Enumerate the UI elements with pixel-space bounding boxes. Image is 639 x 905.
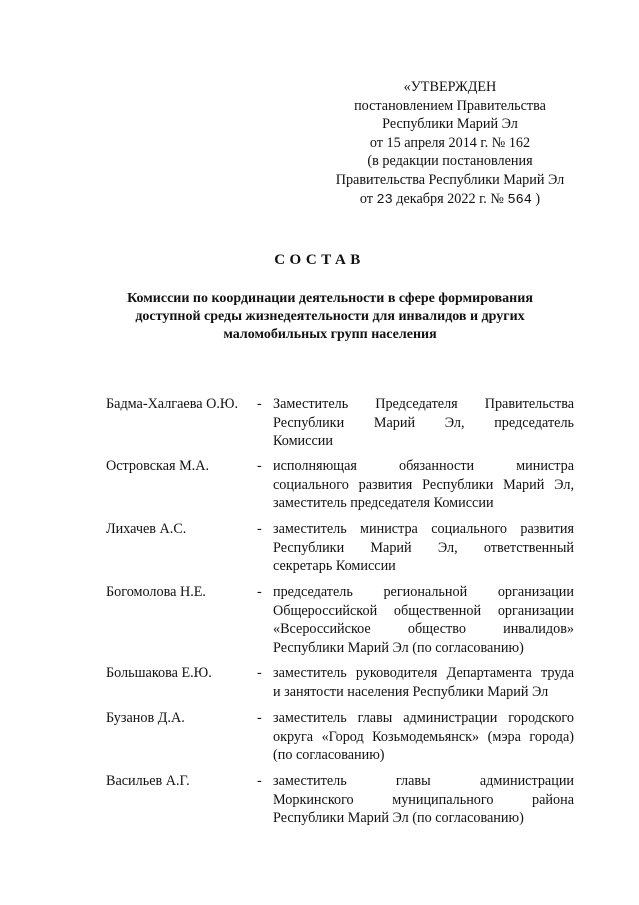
member-role [273,709,574,765]
member-role [273,772,574,828]
member-name: Бадма-Халгаева О.Ю. [106,396,239,412]
member-role [273,583,574,657]
role-line: Моркинского муниципального района [273,791,574,808]
role-line: Общероссийской общественной организации [273,602,574,619]
date-middle: декабря 2022 г. № [396,190,504,207]
approval-line: «УТВЕРЖДЕН [403,79,497,95]
member-role [273,395,574,451]
document-title: СОСТАВ [274,252,365,268]
member-name: Бузанов Д.А. [106,710,185,726]
subtitle-line: маломобильных групп населения [223,327,437,342]
date-suffix: ) [535,190,541,207]
role-line: заместитель министра социального развития [273,521,574,537]
member-dash: - [257,710,262,726]
role-line: Республики Марий Эл, председатель [273,414,574,431]
subtitle-line: Комиссии по координации деятельности в сфере формирования [127,291,533,306]
amendment-date-line [310,190,590,211]
role-line: и занятости населения Республики Марий Эл [273,683,549,700]
date-number: 564 [507,192,532,208]
date-prefix: от [359,190,373,207]
role-line: округа «Город Козьмодемьянск» (мэра города) [273,728,574,745]
role-line: заместитель председателя Комиссии [273,495,494,512]
approval-line: (в редакции постановления [367,153,533,170]
member-dash: - [257,521,262,537]
member-name: Большакова Е.Ю. [106,665,212,681]
role-line: заместитель главы администрации городского [273,710,574,726]
document-subtitle [100,290,560,344]
role-line: исполняющая обязанности министра [273,458,574,474]
approval-line: Правительства Республики Марий Эл [335,171,565,188]
member-dash: - [257,773,262,789]
member-dash: - [257,665,262,681]
member-name: Богомолова Н.Е. [106,584,206,600]
role-line: председатель региональной организации [273,584,574,600]
member-role [273,520,574,576]
role-line: заместитель руководителя Департамента труда [273,665,574,681]
approval-line: от 15 апреля 2014 г. № 162 [369,134,531,151]
member-role [273,457,574,513]
member-name: Лихачев А.С. [106,521,187,537]
member-dash: - [257,584,262,600]
member-name: Васильев А.Г. [106,773,190,789]
member-dash: - [257,458,262,474]
role-line: «Всероссийское общество инвалидов» [273,621,574,638]
role-line: Республики Марий Эл (по согласованию) [273,810,524,827]
role-line: Республики Марий Эл (по согласованию) [273,639,524,656]
subtitle-line: доступной среды жизнедеятельности для инвалидов и других [135,309,525,324]
member-role [273,664,574,701]
role-line: секретарь Комиссии [273,558,396,575]
member-name: Островская М.А. [106,458,210,474]
role-line: заместитель главы администрации [273,773,574,789]
approval-line: Республики Марий Эл [382,116,518,133]
member-dash: - [257,396,262,412]
role-line: (по согласованию) [273,747,385,764]
role-line: Республики Марий Эл, ответственный [273,539,574,556]
approval-stamp [310,78,590,210]
role-line: Заместитель Председателя Правительства [273,396,574,412]
approval-line: постановлением Правительства [354,97,546,114]
date-day: 23 [376,192,393,208]
role-line: социального развития Республики Марий Эл, [273,476,574,493]
role-line: Комиссии [273,433,333,450]
